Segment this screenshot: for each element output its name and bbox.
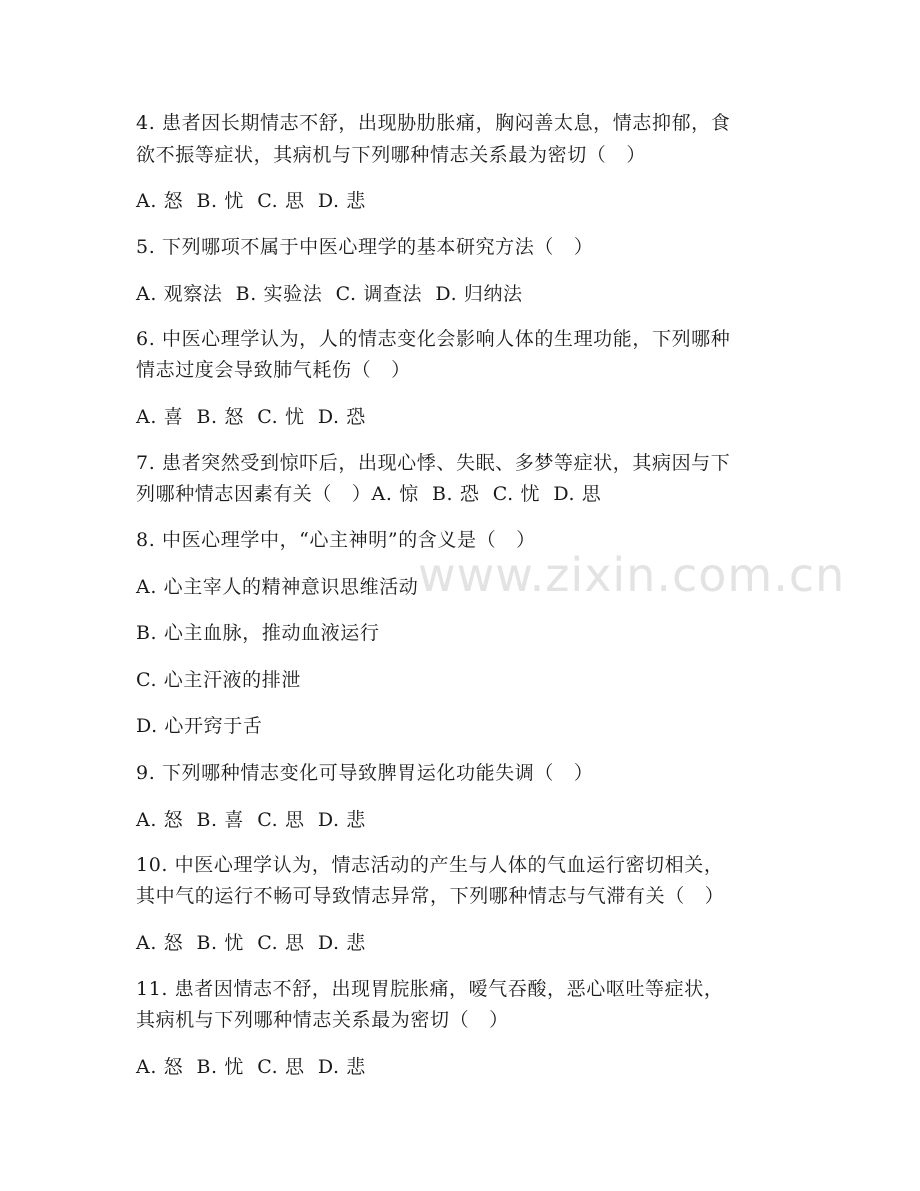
q4-options: A. 怒 B. 忧 C. 思 D. 悲 xyxy=(136,190,366,212)
q11-options: A. 怒 B. 忧 C. 思 D. 悲 xyxy=(136,1056,366,1078)
q10-options: A. 怒 B. 忧 C. 思 D. 悲 xyxy=(136,932,366,954)
q10-stem-line-1: 10. 中医心理学认为，情志活动的产生与人体的气血运行密切相关， xyxy=(136,854,724,876)
watermark: www.zixin.com.cn xyxy=(418,548,846,602)
q8-option-d: D. 心开窍于舌 xyxy=(136,715,263,737)
q11-stem-line-1: 11. 患者因情志不舒，出现胃脘胀痛，嗳气吞酸，恶心呕吐等症状， xyxy=(136,978,724,1000)
q9-stem: 9. 下列哪种情志变化可导致脾胃运化功能失调（ ） xyxy=(136,762,594,784)
q5-stem: 5. 下列哪项不属于中医心理学的基本研究方法（ ） xyxy=(136,236,594,258)
q4-stem-line-1: 4. 患者因长期情志不舒，出现胁肋胀痛，胸闷善太息，情志抑郁，食 xyxy=(136,112,731,134)
q7-stem-line-1: 7. 患者突然受到惊吓后，出现心悸、失眠、多梦等症状，其病因与下 xyxy=(136,452,731,474)
q10-stem-line-2: 其中气的运行不畅可导致情志异常，下列哪种情志与气滞有关（ ） xyxy=(136,885,725,907)
q8-stem: 8. 中医心理学中，“心主神明”的含义是（ ） xyxy=(136,529,536,551)
q7-stem-line-2: 列哪种情志因素有关（ ）A. 惊 B. 恐 C. 忧 D. 思 xyxy=(136,483,602,505)
q11-stem-line-2: 其病机与下列哪种情志关系最为密切（ ） xyxy=(136,1009,509,1031)
q8-option-a: A. 心主宰人的精神意识思维活动 xyxy=(136,576,419,598)
q5-options: A. 观察法 B. 实验法 C. 调查法 D. 归纳法 xyxy=(136,283,523,305)
q6-stem-line-1: 6. 中医心理学认为，人的情志变化会影响人体的生理功能，下列哪种 xyxy=(136,328,731,350)
q4-stem-line-2: 欲不振等症状，其病机与下列哪种情志关系最为密切（ ） xyxy=(136,144,646,166)
q9-options: A. 怒 B. 喜 C. 思 D. 悲 xyxy=(136,809,366,831)
q6-stem-line-2: 情志过度会导致肺气耗伤（ ） xyxy=(136,359,411,381)
q8-option-c: C. 心主汗液的排泄 xyxy=(136,669,301,691)
q6-options: A. 喜 B. 怒 C. 忧 D. 恐 xyxy=(136,406,366,428)
q8-option-b: B. 心主血脉，推动血液运行 xyxy=(136,622,380,644)
